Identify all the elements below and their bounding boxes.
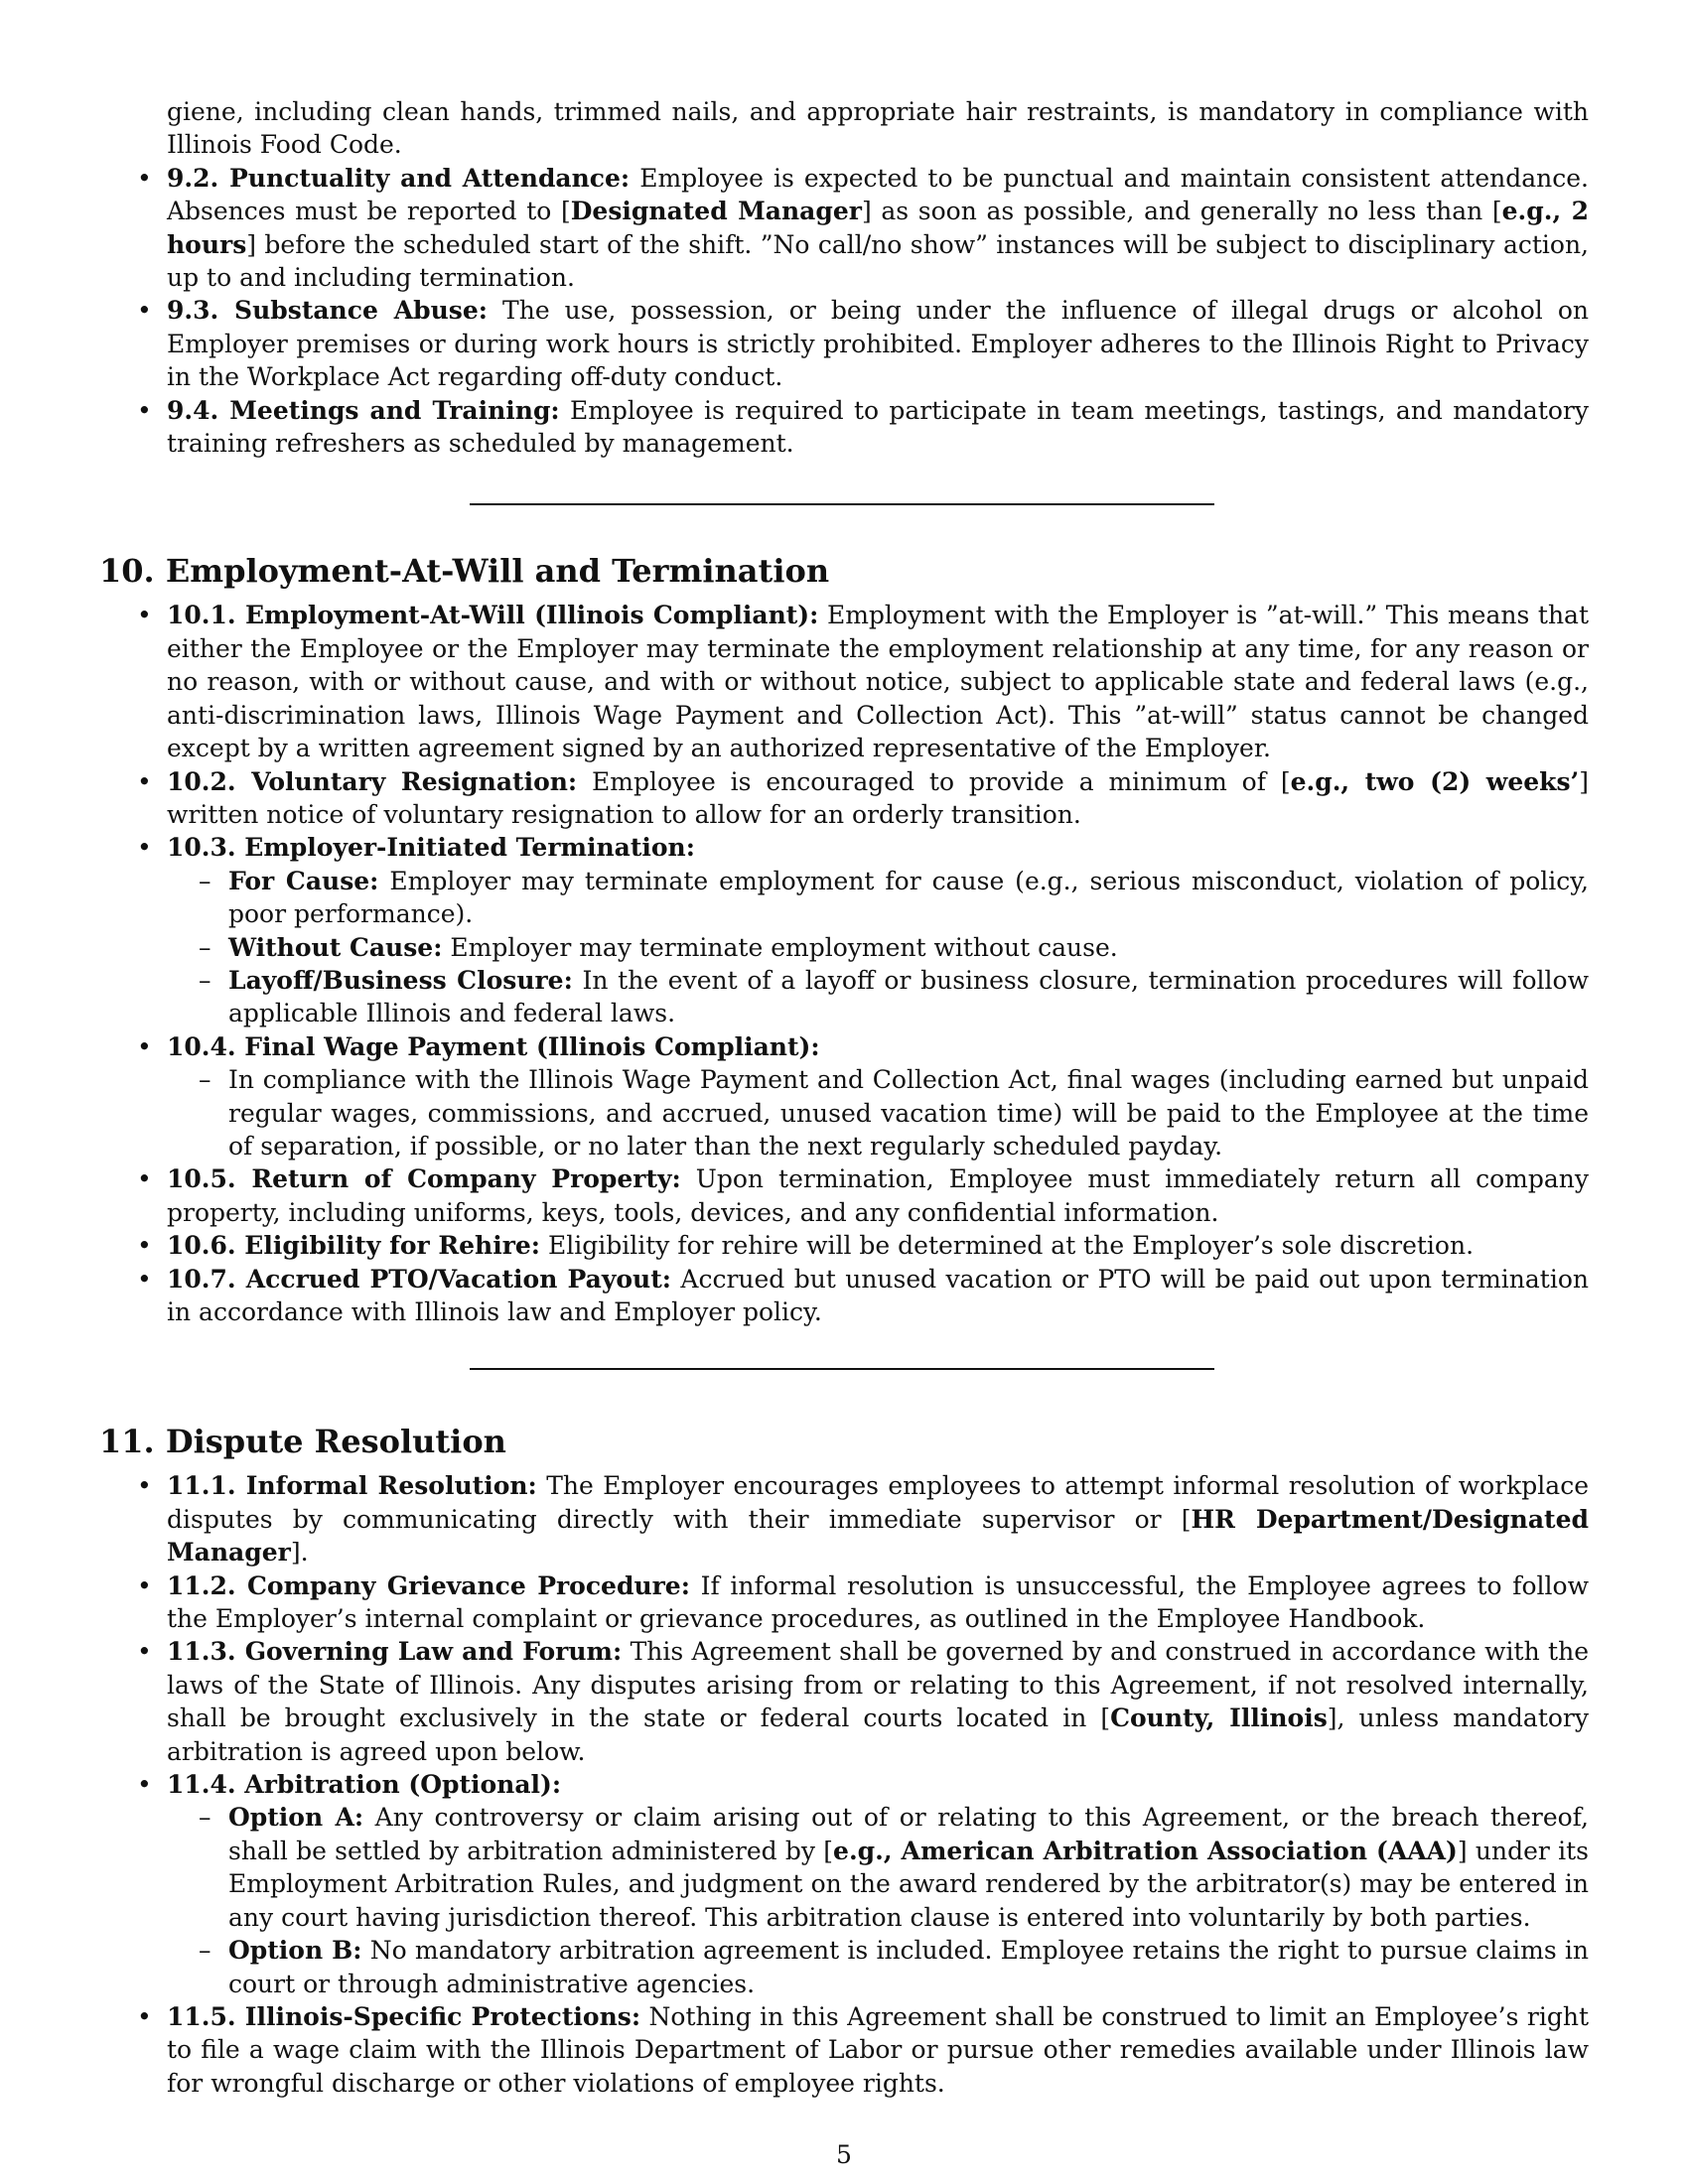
section-heading-11: 11. Dispute Resolution: [99, 1423, 506, 1461]
item-label: 11.3. Governing Law and Forum:: [167, 1637, 623, 1667]
item-label: 10.3. Employer-Initiated Termination:: [167, 833, 695, 863]
section-divider: [470, 503, 1214, 505]
item-label: 11.5. Illinois-Specific Protections:: [167, 2001, 641, 2031]
page-content: [99, 95, 1589, 2100]
item-label: 10.1. Employment-At-Will (Illinois Compliant):: [167, 601, 819, 630]
item-label: 10.4. Final Wage Payment (Illinois Compliant):: [167, 1031, 820, 1061]
item-label: 10.5. Return of Company Property:: [167, 1164, 681, 1194]
section-9-list: [99, 162, 1589, 461]
list-item-11-3: • 11.3. Governing Law and Forum: This Agreement shall be governed by and construed in accordance with the laws of the State of Illinois. Any disputes arising from or relating to this Agreement, if not resolved internally, shall be brought exclusively in the state or federal courts located in [County, Illinois], unless mandatory arbitration is agreed upon below.: [99, 1635, 1589, 1768]
placeholder: e.g., 2 hours: [167, 197, 1589, 259]
list-item-10-5: • 10.5. Return of Company Property: Upon termination, Employee must immediately return all company property, including uniforms, keys, tools, devices, and any confidential information.: [99, 1162, 1589, 1229]
list-item-10-6: • 10.6. Eligibility for Rehire: Eligibility for rehire will be determined at the Employer’s sole discretion.: [99, 1229, 1589, 1262]
list-item-11-2: • 11.2. Company Grievance Procedure: If informal resolution is unsuccessful, the Employee agrees to follow the Employer’s internal complaint or grievance procedures, as outlined in the Employee Handbook.: [99, 1570, 1589, 1636]
item-label: 11.1. Informal Resolution:: [167, 1471, 537, 1501]
item-label: 10.6. Eligibility for Rehire:: [167, 1231, 541, 1261]
sub-item-option-b: – Option B: No mandatory arbitration agreement is included. Employee retains the right to pursue claims in court or through administrative agencies.: [167, 1934, 1589, 2000]
section-heading-10: 10. Employment-At-Will and Termination: [99, 552, 830, 591]
list-item-11-5: • 11.5. Illinois-Specific Protections: Nothing in this Agreement shall be construed to limit an Employee’s right to file a wage claim with the Illinois Department of Labor or pursue other remedies available under Illinois law for wrongful discharge or other violations of employee rights.: [99, 2000, 1589, 2100]
continued-paragraph: giene, including clean hands, trimmed nails, and appropriate hair restraints, is mandatory in compliance with Illinois Food Code.: [167, 97, 1589, 160]
placeholder: HR Department/Designated Manager: [167, 1504, 1589, 1568]
section-11-list: [99, 1469, 1589, 2100]
sub-item-label: Option B:: [228, 1936, 362, 1966]
list-item-10-2: • 10.2. Voluntary Resignation: Employee is encouraged to provide a minimum of [e.g., two (2) weeks’] written notice of voluntary resignation to allow for an orderly transition.: [99, 765, 1589, 832]
sub-list: [167, 1801, 1589, 1999]
item-label: 11.2. Company Grievance Procedure:: [167, 1570, 690, 1600]
placeholder: e.g., two (2) weeks’: [1290, 766, 1580, 796]
list-item-11-1: • 11.1. Informal Resolution: The Employer encourages employees to attempt informal resolution of workplace disputes by communicating directly with their immediate supervisor or [HR Department/Designated Manager].: [99, 1469, 1589, 1569]
item-label: 10.2. Voluntary Resignation:: [167, 766, 578, 796]
sub-item-label: For Cause:: [228, 866, 379, 895]
list-item-10-7: • 10.7. Accrued PTO/Vacation Payout: Accrued but unused vacation or PTO will be paid out upon termination in accordance with Illinois law and Employer policy.: [99, 1263, 1589, 1329]
sub-list: [167, 1063, 1589, 1162]
sub-item-final-wages: – In compliance with the Illinois Wage Payment and Collection Act, final wages (including earned but unpaid regular wages, commissions, and accrued, unused vacation time) will be paid to the Employee at the time of separation, if possible, or no later than the next regularly scheduled payday.: [167, 1063, 1589, 1162]
placeholder: County, Illinois: [1110, 1704, 1328, 1733]
page-number: 5: [836, 2140, 852, 2169]
sub-item-option-a: – Option A: Any controversy or claim arising out of or relating to this Agreement, or the breach thereof, shall be settled by arbitration administered by [e.g., American Arbitration Association (AAA)] under its Employment Arbitration Rules, and judgment on the award rendered by the arbitrator(s) may be entered in any court having jurisdiction thereof. This arbitration clause is entered into voluntarily by both parties.: [167, 1801, 1589, 1934]
placeholder: Designated Manager: [570, 197, 862, 226]
list-item-9-4: • 9.4. Meetings and Training: Employee is required to participate in team meetings, tastings, and mandatory training refreshers as scheduled by management.: [99, 394, 1589, 461]
list-item-10-4: [99, 1030, 1589, 1163]
sub-item-label: Layoff/Business Closure:: [228, 965, 573, 995]
item-label: 9.3. Substance Abuse:: [167, 296, 488, 326]
sub-item-layoff: – Layoff/Business Closure: In the event of a layoff or business closure, termination procedures will follow applicable Illinois and federal laws.: [167, 964, 1589, 1030]
list-item-9-2: • 9.2. Punctuality and Attendance: Employee is expected to be punctual and maintain consistent attendance. Absences must be reported to [Designated Manager] as soon as possible, and generally no less than [e.g., 2 hours] before the scheduled start of the shift. ”No call/no show” instances will be subject to disciplinary action, up to and including termination.: [99, 162, 1589, 295]
sub-list: [167, 865, 1589, 1030]
item-label: 9.2. Punctuality and Attendance:: [167, 163, 631, 193]
list-item-10-1: • 10.1. Employment-At-Will (Illinois Compliant): Employment with the Employer is ”at-will.” This means that either the Employee or the Employer may terminate the employment relationship at any time, for any reason or no reason, with or without cause, and with or without notice, subject to applicable state and federal laws (e.g., anti-discrimination laws, Illinois Wage Payment and Collection Act). This ”at-will” status cannot be changed except by a written agreement signed by an authorized representative of the Employer.: [99, 599, 1589, 764]
item-label: 10.7. Accrued PTO/Vacation Payout:: [167, 1264, 672, 1294]
item-label: 11.4. Arbitration (Optional):: [167, 1770, 562, 1800]
sub-item-label: Without Cause:: [228, 932, 443, 962]
item-label: 9.4. Meetings and Training:: [167, 395, 560, 425]
section-10-list: [99, 599, 1589, 1328]
section-divider: [470, 1368, 1214, 1370]
list-item-9-3: • 9.3. Substance Abuse: The use, possession, or being under the influence of illegal drugs or alcohol on Employer premises or during work hours is strictly prohibited. Employer adheres to the Illinois Right to Privacy in the Workplace Act regarding off-duty conduct.: [99, 294, 1589, 393]
list-item-11-4: [99, 1768, 1589, 2000]
list-item-10-3: [99, 831, 1589, 1029]
placeholder: e.g., American Arbitration Association (AAA): [833, 1836, 1458, 1865]
sub-item-without-cause: – Without Cause: Employer may terminate employment without cause.: [167, 931, 1589, 964]
sub-item-for-cause: – For Cause: Employer may terminate employment for cause (e.g., serious misconduct, violation of policy, poor performance).: [167, 865, 1589, 931]
sub-item-label: Option A:: [228, 1803, 364, 1833]
